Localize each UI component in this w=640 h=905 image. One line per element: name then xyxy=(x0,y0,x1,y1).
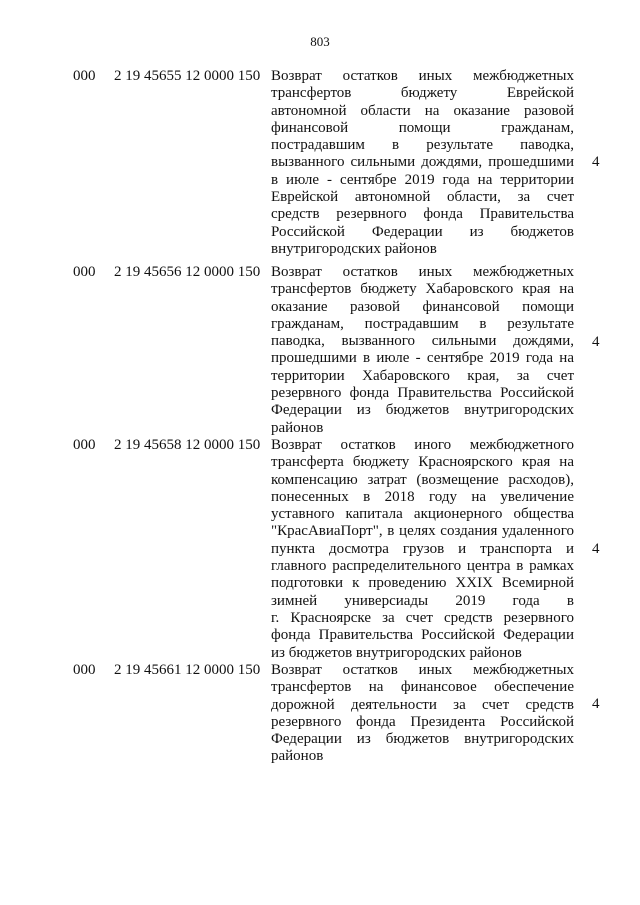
row-description xyxy=(271,437,574,662)
description-line: внутригородских районов xyxy=(271,240,437,257)
description-line: оказание разовой финансовой помощи xyxy=(271,298,574,315)
description-line: районов xyxy=(271,748,324,765)
description-line: паводка, вызванного сильными дождями, xyxy=(271,333,574,350)
page-number: 803 xyxy=(310,34,330,49)
description-line: "КрасАвиаПорт", в целях создания удаленного xyxy=(271,523,574,540)
description-line: трансфертов бюджету Хабаровского края на xyxy=(271,281,574,298)
description-line: районов xyxy=(271,419,324,436)
description-line: Еврейской автономной области, за счет xyxy=(271,189,574,206)
description-line: Возврат остатков иных межбюджетных xyxy=(271,68,574,84)
amount-value: 4 xyxy=(592,696,600,712)
description-line: автономной области на оказание разовой xyxy=(271,102,574,119)
budget-codes-table xyxy=(0,68,640,772)
budget-classification-code: 2 19 45661 12 0000 150 xyxy=(114,662,261,678)
description-line: трансферта бюджету Красноярского края на xyxy=(271,454,574,471)
description-line: главного распределительного центра в рамках xyxy=(271,558,574,575)
description-line: прошедшими в июле - сентябре 2019 года на xyxy=(271,350,574,367)
row-description xyxy=(271,68,574,258)
description-line: из бюджетов внутригородских районов xyxy=(271,644,522,661)
amount-value: 4 xyxy=(592,334,600,350)
budget-classification-code: 2 19 45656 12 0000 150 xyxy=(114,264,261,280)
table-row xyxy=(0,264,640,437)
row-description xyxy=(271,264,574,437)
amount-value: 4 xyxy=(592,154,600,170)
table-row xyxy=(0,68,640,264)
description-line: Российской Федерации из бюджетов xyxy=(271,223,574,240)
description-line: уставного капитала акционерного общества xyxy=(271,506,574,523)
description-line: Возврат остатков иных межбюджетных xyxy=(271,662,574,678)
description-line: Федерации из бюджетов внутригородских xyxy=(271,402,574,419)
description-line: Возврат остатков иного межбюджетного xyxy=(271,437,574,453)
budget-classification-code: 2 19 45658 12 0000 150 xyxy=(114,437,261,453)
admin-code: 000 xyxy=(73,437,96,453)
description-line: трансфертов бюджету Еврейской xyxy=(271,85,574,102)
description-line: г. Красноярске за счет средств резервного xyxy=(271,609,574,626)
description-line: Федерации из бюджетов внутригородских xyxy=(271,731,574,748)
admin-code: 000 xyxy=(73,68,96,84)
table-row xyxy=(0,437,640,662)
description-line: пострадавшим в результате паводка, xyxy=(271,137,574,154)
description-line: резервного фонда Правительства Российской xyxy=(271,385,574,402)
description-line: финансовой помощи гражданам, xyxy=(271,119,574,136)
description-line: зимней универсиады 2019 года в xyxy=(271,592,574,609)
description-line: резервного фонда Президента Российской xyxy=(271,713,574,730)
budget-classification-code: 2 19 45655 12 0000 150 xyxy=(114,68,261,84)
description-line: подготовки к проведению XXIX Всемирной xyxy=(271,575,574,592)
description-line: трансфертов на финансовое обеспечение xyxy=(271,679,574,696)
description-line: пункта досмотра грузов и транспорта и xyxy=(271,540,574,557)
admin-code: 000 xyxy=(73,264,96,280)
table-row xyxy=(0,662,640,772)
description-line: гражданам, пострадавшим в результате xyxy=(271,315,574,332)
description-line: понесенных в 2018 году на увеличение xyxy=(271,488,574,505)
description-line: средств резервного фонда Правительства xyxy=(271,206,574,223)
admin-code: 000 xyxy=(73,662,96,678)
description-line: вызванного сильными дождями, прошедшими xyxy=(271,154,574,171)
description-line: дорожной деятельности за счет средств xyxy=(271,696,574,713)
description-line: территории Хабаровского края, за счет xyxy=(271,367,574,384)
amount-value: 4 xyxy=(592,541,600,557)
row-description xyxy=(271,662,574,766)
description-line: в июле - сентябре 2019 года на территории xyxy=(271,171,574,188)
description-line: Возврат остатков иных межбюджетных xyxy=(271,264,574,280)
description-line: фонда Правительства Российской Федерации xyxy=(271,627,574,644)
description-line: компенсацию затрат (возмещение расходов), xyxy=(271,471,574,488)
